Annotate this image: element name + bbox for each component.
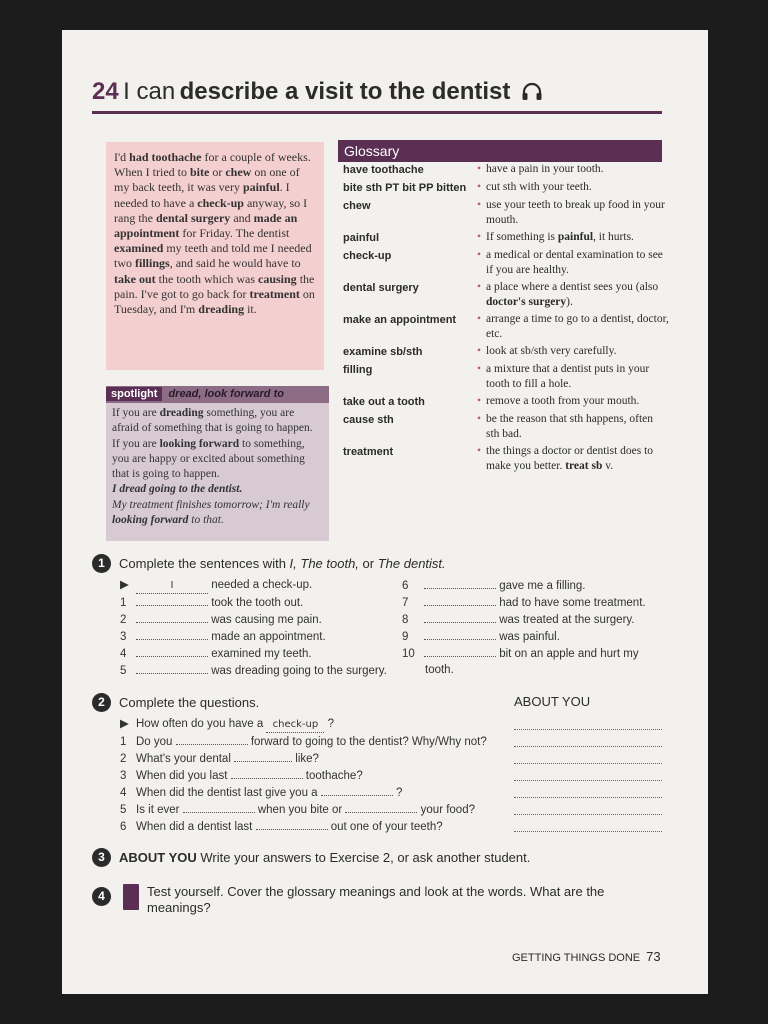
item-label: 2	[120, 614, 127, 626]
answer-blank[interactable]	[136, 578, 208, 594]
exercise-2-question	[120, 734, 487, 750]
reading-run: , and said he would have to	[169, 256, 301, 271]
glossary-definition-run: a place where a dentist sees you (also	[486, 281, 659, 293]
question-text: When did you last	[136, 770, 231, 782]
item-label: 5	[120, 804, 127, 816]
exercise-4-instruction: Test yourself. Cover the glossary meanings and look at the words. What are the meanings?	[147, 884, 605, 915]
reading-run: treatment	[249, 286, 300, 301]
glossary-definition-run: be the reason that sth happens, often sth bad.	[486, 413, 654, 440]
glossary-entry	[343, 394, 669, 410]
item-text: was treated at the surgery.	[496, 614, 635, 626]
exercise-3-instruction	[119, 850, 530, 865]
glossary-term: check-up	[343, 250, 392, 262]
about-you-answer-line[interactable]	[514, 763, 662, 764]
exercise-1-item	[120, 595, 303, 611]
answer-blank[interactable]	[183, 802, 255, 813]
glossary-definition-run: use your teeth to break up food in your mouth.	[486, 199, 665, 226]
exercise-1-heading	[92, 554, 446, 573]
exercise-2-question	[120, 768, 363, 784]
question-text: What's your dental	[136, 753, 235, 765]
item-label: ▶	[120, 718, 129, 730]
answer-blank[interactable]	[266, 717, 324, 733]
item-label: 3	[120, 631, 127, 643]
item-label: 1	[120, 736, 127, 748]
exercise-1-item	[402, 595, 646, 611]
item-text: took the tooth out.	[208, 597, 304, 609]
glossary-entry	[343, 344, 669, 360]
glossary-entry	[343, 362, 669, 392]
question-text: when you bite or	[254, 804, 343, 816]
ex1-instr-last: The dentist.	[377, 556, 446, 571]
ex1-instr-pre: Complete the sentences with	[119, 556, 290, 571]
reading-run: . I needed to have a	[114, 180, 290, 210]
reading-run: the pain. I've got to go back for	[114, 271, 315, 301]
item-label: ▶	[120, 579, 129, 591]
reading-run: I'd	[114, 150, 130, 164]
glossary-term: take out a tooth	[343, 396, 425, 408]
item-label: 9	[402, 631, 409, 643]
glossary-definition	[477, 444, 669, 474]
reading-text	[106, 142, 324, 370]
reading-run: had toothache	[129, 150, 202, 164]
glossary-term: painful	[343, 232, 380, 244]
about-you-answer-line[interactable]	[514, 814, 662, 815]
glossary-definition	[477, 280, 669, 310]
spotlight-explanation	[112, 406, 323, 482]
spotlight-words: dread, look forward to	[168, 388, 284, 400]
glossary-definition-run: a medical or dental examination to see if you are healthy.	[486, 249, 663, 276]
reading-run: check-up	[197, 195, 244, 210]
reading-run: chew	[225, 165, 252, 180]
reading-run: bite	[189, 165, 210, 180]
item-label: 4	[120, 648, 127, 660]
ex3-bold: ABOUT YOU	[119, 850, 197, 865]
spotlight-example-run: looking forward	[112, 514, 189, 527]
exercise-1-number: 1	[92, 554, 111, 573]
glossary-definition-run: cut sth with your teeth.	[486, 181, 592, 193]
exercise-4-number: 4	[92, 887, 111, 906]
title-rule	[92, 111, 662, 114]
answer-blank[interactable]	[345, 802, 417, 813]
answer-blank[interactable]	[136, 612, 208, 623]
reading-run: anyway, so I rang the	[114, 195, 308, 225]
glossary-entry	[343, 280, 669, 310]
about-you-answer-line[interactable]	[514, 746, 662, 747]
exercise-2-question	[120, 785, 402, 801]
ex1-instr-opts: I, The tooth,	[289, 556, 359, 571]
glossary-definition-run: doctor's surgery	[486, 296, 567, 308]
page-number: 73	[646, 949, 661, 964]
exercise-1-item	[402, 629, 560, 645]
answer-blank[interactable]	[234, 751, 292, 762]
glossary-entry	[343, 230, 669, 246]
glossary-term: filling	[343, 364, 373, 376]
question-text: When did the dentist last give you a	[136, 787, 321, 799]
glossary-definition-run: , it hurts.	[593, 231, 634, 243]
item-label: 1	[120, 597, 127, 609]
item-text: made an appointment.	[208, 631, 326, 643]
spotlight-body	[106, 403, 329, 531]
spotlight-run: If you are	[112, 407, 160, 419]
unit-number: 24	[92, 78, 119, 105]
item-text: had to have some treatment.	[496, 597, 646, 609]
glossary-entry	[343, 248, 669, 278]
exercise-3-number: 3	[92, 848, 111, 867]
page-title	[92, 78, 672, 114]
glossary-definition	[477, 394, 669, 410]
exercise-2-question	[120, 802, 475, 818]
book-icon	[123, 884, 139, 910]
item-label: 6	[402, 580, 409, 592]
answer-blank[interactable]	[424, 612, 496, 623]
exercise-1-item	[120, 646, 312, 662]
glossary-definition-run: arrange a time to go to a dentist, doctor, etc.	[486, 313, 669, 340]
item-label: 5	[120, 665, 127, 677]
reading-run: on one of my back teeth, it was very	[114, 165, 300, 195]
glossary-definition-run: v.	[602, 460, 614, 472]
reading-run: dreading	[198, 302, 245, 317]
exercise-2-instruction: Complete the questions.	[119, 695, 260, 710]
title-bold: describe a visit to the dentist	[179, 78, 511, 105]
glossary-definition	[477, 362, 669, 392]
spotlight-box	[106, 386, 329, 541]
textbook-page	[62, 30, 708, 994]
exercise-3-heading	[92, 848, 530, 867]
glossary-term: cause sth	[343, 414, 394, 426]
question-text: How often do you have a	[136, 718, 267, 730]
reading-run: and	[230, 210, 254, 225]
glossary-definition-run: If something is	[486, 231, 558, 243]
answer-blank[interactable]	[424, 646, 496, 657]
spotlight-example-run: I dread going to the dentist.	[112, 483, 243, 496]
question-text: your food?	[417, 804, 475, 816]
question-text: out one of your teeth?	[327, 821, 443, 833]
exercise-2-heading	[92, 693, 259, 712]
exercise-1-item-continuation: tooth.	[425, 664, 454, 676]
item-text: examined my teeth.	[208, 648, 312, 660]
exercise-1-instruction	[119, 556, 446, 571]
glossary-entry	[343, 444, 669, 474]
answer-blank[interactable]	[256, 819, 328, 830]
item-label: 8	[402, 614, 409, 626]
exercise-1-item	[120, 629, 326, 645]
glossary-definition	[477, 312, 669, 342]
reading-run: made an appointment	[114, 210, 298, 241]
glossary-definition	[477, 230, 669, 246]
exercise-2-question	[120, 819, 443, 835]
reading-run: dental surgery	[155, 210, 231, 225]
reading-run: it.	[244, 302, 257, 317]
glossary-term: dental surgery	[343, 282, 419, 294]
question-text: ?	[324, 718, 335, 730]
glossary-term: make an appointment	[343, 314, 457, 326]
answer-blank[interactable]	[136, 629, 208, 640]
exercise-1-item	[120, 663, 387, 679]
reading-run: on Tuesday, and I'm	[114, 286, 315, 317]
handwritten-answer: I	[170, 580, 174, 591]
reading-run: the tooth which was	[155, 271, 258, 286]
glossary-definition-run: the things a doctor or dentist does to make you better.	[486, 445, 654, 472]
exercise-2-question	[120, 751, 319, 767]
exercise-1-item	[402, 612, 635, 628]
glossary-definition-run: remove a tooth from your mouth.	[486, 395, 640, 407]
glossary-heading: Glossary	[338, 140, 662, 162]
glossary-definition	[477, 412, 669, 442]
reading-run: painful	[242, 180, 280, 195]
about-you-answer-line[interactable]	[514, 780, 662, 781]
answer-blank[interactable]	[231, 768, 303, 779]
reading-run: examined	[114, 241, 164, 256]
spotlight-run: to something, you are happy or excited about something that is going to happen.	[112, 437, 305, 481]
question-text: Do you	[136, 736, 176, 748]
question-text: When did a dentist last	[136, 821, 256, 833]
item-label: 2	[120, 753, 127, 765]
exercise-1-item	[120, 612, 322, 628]
answer-blank[interactable]	[136, 663, 208, 674]
item-text: was causing me pain.	[208, 614, 322, 626]
spotlight-example-run: to that.	[188, 514, 224, 527]
question-text: forward to going to the dentist? Why/Why not?	[247, 736, 487, 748]
glossary-entry	[343, 180, 669, 196]
glossary-entry	[343, 312, 669, 342]
about-you-answer-line[interactable]	[514, 831, 662, 832]
answer-blank[interactable]	[136, 646, 208, 657]
spotlight-example-run: My treatment finishes tomorrow; I'm really	[112, 498, 310, 511]
reading-run: my teeth and told me I needed two	[114, 241, 312, 271]
exercise-1-item	[402, 578, 586, 594]
reading-run: fillings	[135, 256, 170, 271]
exercise-2-question	[120, 717, 334, 733]
glossary-definition	[477, 198, 669, 228]
glossary-definition-run: look at sb/sth very carefully.	[486, 345, 617, 357]
glossary-definition-run: painful	[557, 231, 594, 243]
glossary-term: treatment	[343, 446, 394, 458]
glossary-definition-run: treat sb	[565, 460, 603, 472]
item-label: 4	[120, 787, 127, 799]
item-text: gave me a filling.	[496, 580, 586, 592]
item-text: was dreading going to the surgery.	[208, 665, 387, 677]
answer-blank[interactable]	[176, 734, 248, 745]
answer-blank[interactable]	[424, 595, 496, 606]
ex3-text: Write your answers to Exercise 2, or ask another student.	[200, 850, 531, 865]
about-you-answer-line[interactable]	[514, 729, 662, 730]
item-text: was painful.	[496, 631, 560, 643]
exercise-4-heading	[92, 884, 647, 916]
glossary-definition	[477, 344, 669, 360]
question-text: Is it ever	[136, 804, 183, 816]
glossary-entry	[343, 198, 669, 228]
glossary-definition	[477, 162, 669, 178]
item-text: needed a check-up.	[208, 579, 313, 591]
ex1-instr-or: or	[358, 556, 378, 571]
spotlight-example-2	[112, 498, 323, 529]
about-you-answer-line[interactable]	[514, 797, 662, 798]
spotlight-run: looking forward	[159, 437, 240, 450]
exercise-1-item	[120, 578, 312, 594]
glossary-definition-run: have a pain in your tooth.	[486, 163, 604, 175]
item-label: 6	[120, 821, 127, 833]
exercise-2-number: 2	[92, 693, 111, 712]
answer-blank[interactable]	[424, 578, 496, 589]
glossary-entry	[343, 412, 669, 442]
glossary-entry	[343, 162, 669, 178]
headphones-icon	[521, 82, 543, 107]
glossary-list	[343, 162, 669, 476]
glossary-definition	[477, 248, 669, 278]
spotlight-run: something, you are afraid of something that is going to happen. If you are	[112, 407, 313, 450]
question-text: ?	[392, 787, 403, 799]
title-lead: I can	[123, 78, 176, 105]
item-text: bit on an apple and hurt my	[496, 648, 639, 660]
glossary-definition	[477, 180, 669, 196]
handwritten-answer: check-up	[272, 719, 319, 730]
glossary-term: have toothache	[343, 164, 424, 176]
glossary-definition-run: a mixture that a dentist puts in your tooth to fill a hole.	[486, 363, 650, 390]
answer-blank[interactable]	[424, 629, 496, 640]
answer-blank[interactable]	[321, 785, 393, 796]
glossary-term: bite sth PT bit PP bitten	[343, 182, 467, 194]
question-text: toothache?	[302, 770, 363, 782]
glossary-term: examine sb/sth	[343, 346, 423, 358]
item-label: 10	[402, 648, 415, 660]
reading-run: take out	[114, 271, 156, 286]
reading-run: for a couple of weeks. When I tried to	[114, 150, 311, 180]
glossary-term: chew	[343, 200, 371, 212]
reading-run: for Friday. The dentist	[179, 226, 290, 241]
exercise-1-item	[402, 646, 639, 662]
answer-blank[interactable]	[136, 595, 208, 606]
page-footer	[512, 949, 661, 964]
question-text: like?	[292, 753, 319, 765]
reading-run: causing	[258, 271, 297, 286]
item-label: 7	[402, 597, 409, 609]
glossary-definition-run: ).	[566, 296, 573, 308]
section-name: GETTING THINGS DONE	[512, 952, 641, 964]
spotlight-header	[106, 386, 329, 403]
spotlight-tag: spotlight	[106, 387, 162, 401]
reading-run: or	[209, 165, 226, 180]
item-label: 3	[120, 770, 127, 782]
about-you-heading: ABOUT YOU	[514, 694, 591, 709]
spotlight-example-1	[112, 482, 323, 497]
spotlight-run: dreading	[159, 407, 204, 419]
